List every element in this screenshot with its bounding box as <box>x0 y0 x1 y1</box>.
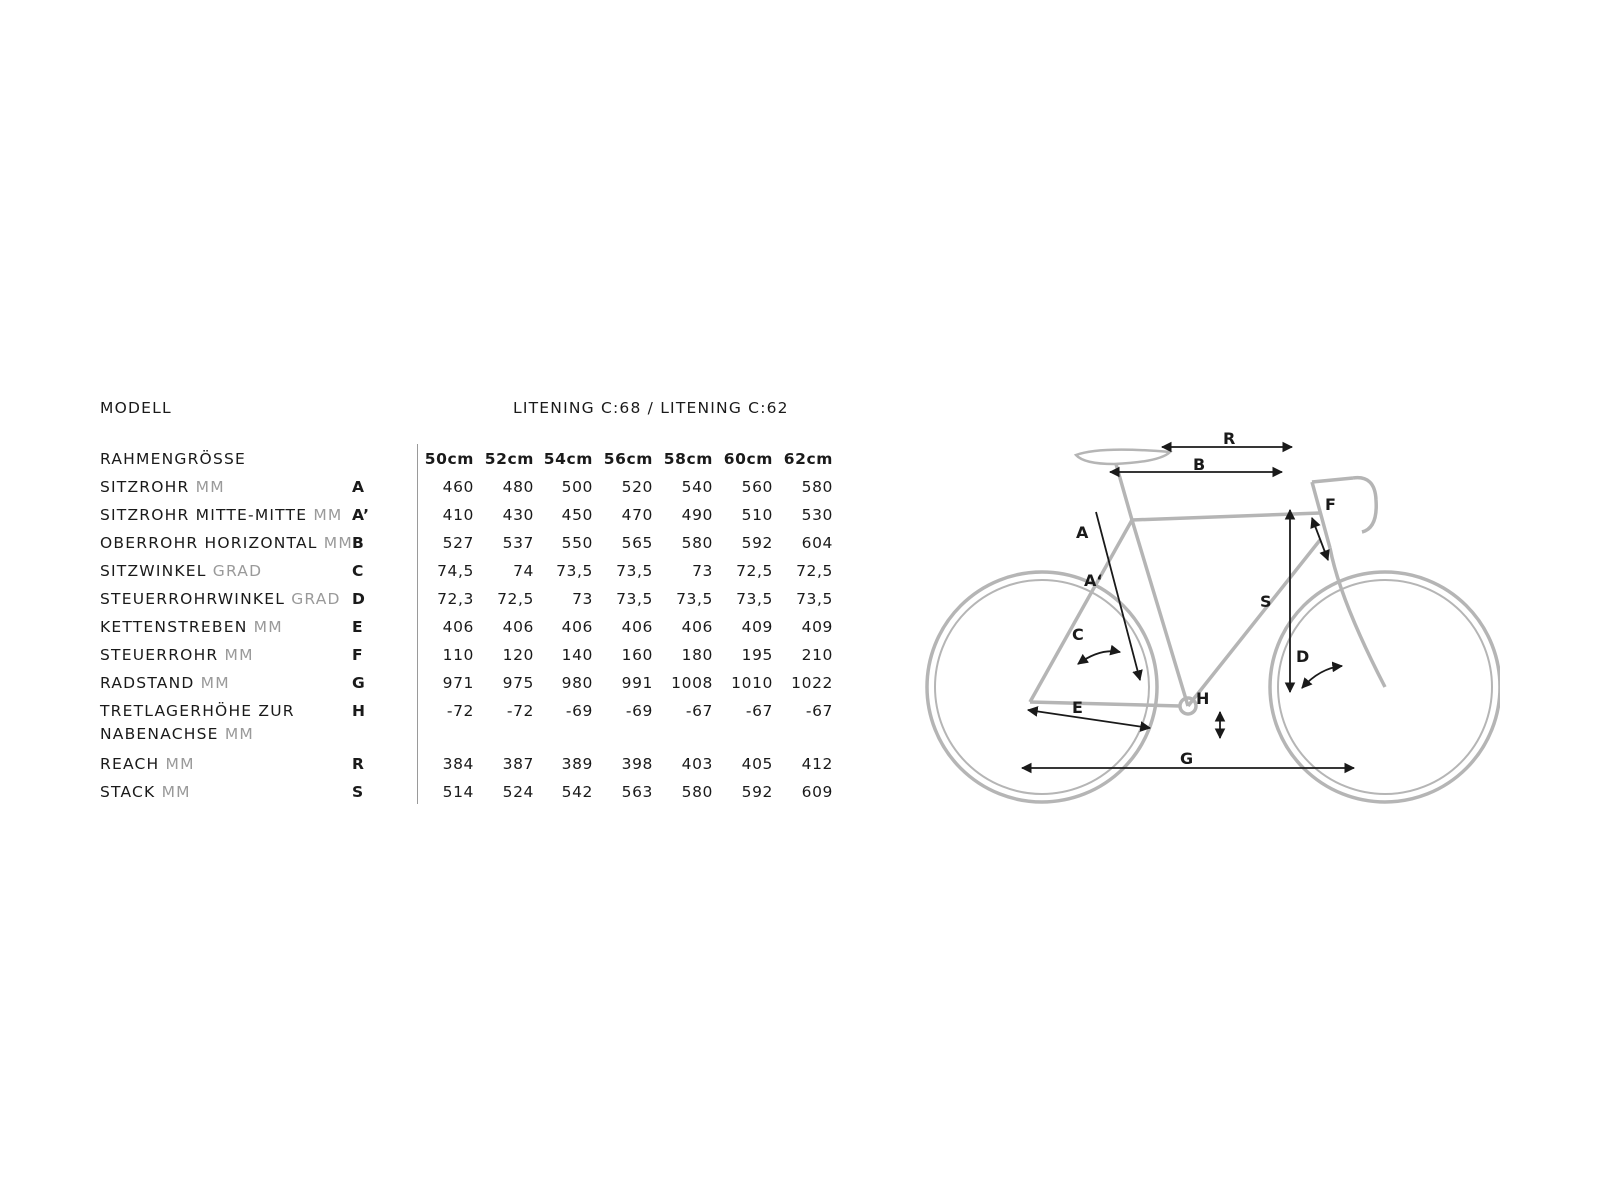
label-f: F <box>1325 495 1336 514</box>
row-label: RADSTAND MM <box>100 674 230 692</box>
table-cell: 406 <box>561 618 593 636</box>
label-e: E <box>1072 698 1083 717</box>
row-key: B <box>352 534 365 552</box>
table-cell: 1008 <box>671 674 713 692</box>
label-h: H <box>1196 689 1210 708</box>
table-cell: 160 <box>621 646 653 664</box>
table-cell: -72 <box>506 702 534 720</box>
row-unit: MM <box>161 783 191 801</box>
table-cell: 537 <box>502 534 534 552</box>
row-label: STACK MM <box>100 783 191 801</box>
table-cell: 389 <box>561 755 593 773</box>
table-cell: 980 <box>561 674 593 692</box>
row-key: D <box>352 590 366 608</box>
size-header-56cm: 56cm <box>603 450 653 468</box>
table-cell: 73,5 <box>736 590 773 608</box>
row-unit: MM <box>323 534 353 552</box>
row-key: R <box>352 755 365 773</box>
table-cell: 1022 <box>791 674 833 692</box>
label-a: A <box>1076 523 1089 542</box>
table-cell: 384 <box>442 755 474 773</box>
row-label: STEUERROHRWINKEL GRAD <box>100 590 341 608</box>
row-key: A <box>352 478 365 496</box>
row-label: OBERROHR HORIZONTAL MM <box>100 534 353 552</box>
row-unit: MM <box>224 646 254 664</box>
row-key: H <box>352 702 366 720</box>
size-header-52cm: 52cm <box>484 450 534 468</box>
row-label: SITZROHR MITTE-MITTE MM <box>100 506 343 524</box>
bike-geometry-diagram <box>900 420 1500 810</box>
model-value: LITENING C:68 / LITENING C:62 <box>513 399 789 417</box>
label-a-prime: A‘ <box>1084 571 1103 590</box>
table-cell: 527 <box>442 534 474 552</box>
table-cell: 500 <box>561 478 593 496</box>
table-cell: 540 <box>681 478 713 496</box>
row-key: C <box>352 562 364 580</box>
row-key: E <box>352 618 364 636</box>
table-cell: 592 <box>741 783 773 801</box>
table-cell: 592 <box>741 534 773 552</box>
table-cell: -72 <box>446 702 474 720</box>
table-cell: 460 <box>442 478 474 496</box>
label-s: S <box>1260 592 1272 611</box>
row-unit: MM <box>200 674 230 692</box>
table-cell: 73,5 <box>796 590 833 608</box>
table-cell: 73,5 <box>616 562 653 580</box>
table-cell: 430 <box>502 506 534 524</box>
table-cell: 542 <box>561 783 593 801</box>
size-header-60cm: 60cm <box>723 450 773 468</box>
table-cell: 580 <box>801 478 833 496</box>
table-cell: -67 <box>805 702 833 720</box>
table-cell: 450 <box>561 506 593 524</box>
table-cell: 73 <box>692 562 713 580</box>
table-cell: 72,5 <box>497 590 534 608</box>
row-label: SITZWINKEL GRAD <box>100 562 263 580</box>
table-cell: 406 <box>502 618 534 636</box>
bike-frame <box>927 450 1500 802</box>
table-cell: 480 <box>502 478 534 496</box>
table-cell: 74 <box>513 562 534 580</box>
table-cell: 560 <box>741 478 773 496</box>
row-label: SITZROHR MM <box>100 478 225 496</box>
size-header-54cm: 54cm <box>543 450 593 468</box>
table-cell: 73,5 <box>676 590 713 608</box>
table-cell: 72,5 <box>796 562 833 580</box>
table-cell: 609 <box>801 783 833 801</box>
row-key: S <box>352 783 364 801</box>
table-cell: 180 <box>681 646 713 664</box>
table-cell: 975 <box>502 674 534 692</box>
table-cell: 580 <box>681 783 713 801</box>
table-cell: 580 <box>681 534 713 552</box>
row-unit: MM <box>313 506 343 524</box>
row-unit: GRAD <box>212 562 263 580</box>
frame-size-header: RAHMENGRÖSSE <box>100 450 247 468</box>
table-cell: 73,5 <box>556 562 593 580</box>
table-cell: 530 <box>801 506 833 524</box>
table-cell: -67 <box>745 702 773 720</box>
row-label-line2: NABENACHSE MM <box>100 725 254 743</box>
row-unit: MM <box>195 478 225 496</box>
row-key: G <box>352 674 366 692</box>
table-cell: 403 <box>681 755 713 773</box>
table-cell: 514 <box>442 783 474 801</box>
table-cell: 490 <box>681 506 713 524</box>
row-unit: MM <box>165 755 195 773</box>
row-unit: GRAD <box>291 590 341 608</box>
label-g: G <box>1180 749 1194 768</box>
table-cell: 210 <box>801 646 833 664</box>
table-cell: 72,5 <box>736 562 773 580</box>
table-cell: 406 <box>681 618 713 636</box>
table-cell: 563 <box>621 783 653 801</box>
row-label: REACH MM <box>100 755 195 773</box>
label-b: B <box>1193 455 1206 474</box>
table-cell: 195 <box>741 646 773 664</box>
table-cell: -69 <box>625 702 653 720</box>
table-cell: 520 <box>621 478 653 496</box>
table-cell: -69 <box>565 702 593 720</box>
size-header-62cm: 62cm <box>783 450 833 468</box>
dimension-labels <box>1072 429 1336 768</box>
label-r: R <box>1223 429 1236 448</box>
row-label: STEUERROHR MM <box>100 646 254 664</box>
table-cell: 510 <box>741 506 773 524</box>
table-cell: 604 <box>801 534 833 552</box>
table-cell: 1010 <box>731 674 773 692</box>
table-cell: 524 <box>502 783 534 801</box>
row-key: F <box>352 646 364 664</box>
table-cell: 550 <box>561 534 593 552</box>
table-cell: 410 <box>442 506 474 524</box>
table-cell: 72,3 <box>437 590 474 608</box>
size-header-58cm: 58cm <box>663 450 713 468</box>
table-cell: -67 <box>685 702 713 720</box>
table-cell: 991 <box>621 674 653 692</box>
label-d: D <box>1296 647 1310 666</box>
row-unit: MM <box>253 618 283 636</box>
table-cell: 405 <box>741 755 773 773</box>
table-cell: 406 <box>442 618 474 636</box>
model-label: MODELL <box>100 399 172 417</box>
row-label: KETTENSTREBEN MM <box>100 618 283 636</box>
table-cell: 74,5 <box>437 562 474 580</box>
table-cell: 120 <box>502 646 534 664</box>
row-label: TRETLAGERHÖHE ZUR <box>100 702 295 720</box>
table-cell: 412 <box>801 755 833 773</box>
table-cell: 470 <box>621 506 653 524</box>
table-cell: 387 <box>502 755 534 773</box>
table-cell: 73 <box>572 590 593 608</box>
table-cell: 398 <box>621 755 653 773</box>
table-cell: 406 <box>621 618 653 636</box>
table-cell: 140 <box>561 646 593 664</box>
table-cell: 409 <box>801 618 833 636</box>
row-key: A’ <box>352 506 370 524</box>
table-cell: 73,5 <box>616 590 653 608</box>
table-cell: 409 <box>741 618 773 636</box>
row-unit: MM <box>224 725 254 743</box>
table-cell: 110 <box>442 646 474 664</box>
table-cell: 971 <box>442 674 474 692</box>
size-header-50cm: 50cm <box>424 450 474 468</box>
label-c: C <box>1072 625 1084 644</box>
table-cell: 565 <box>621 534 653 552</box>
